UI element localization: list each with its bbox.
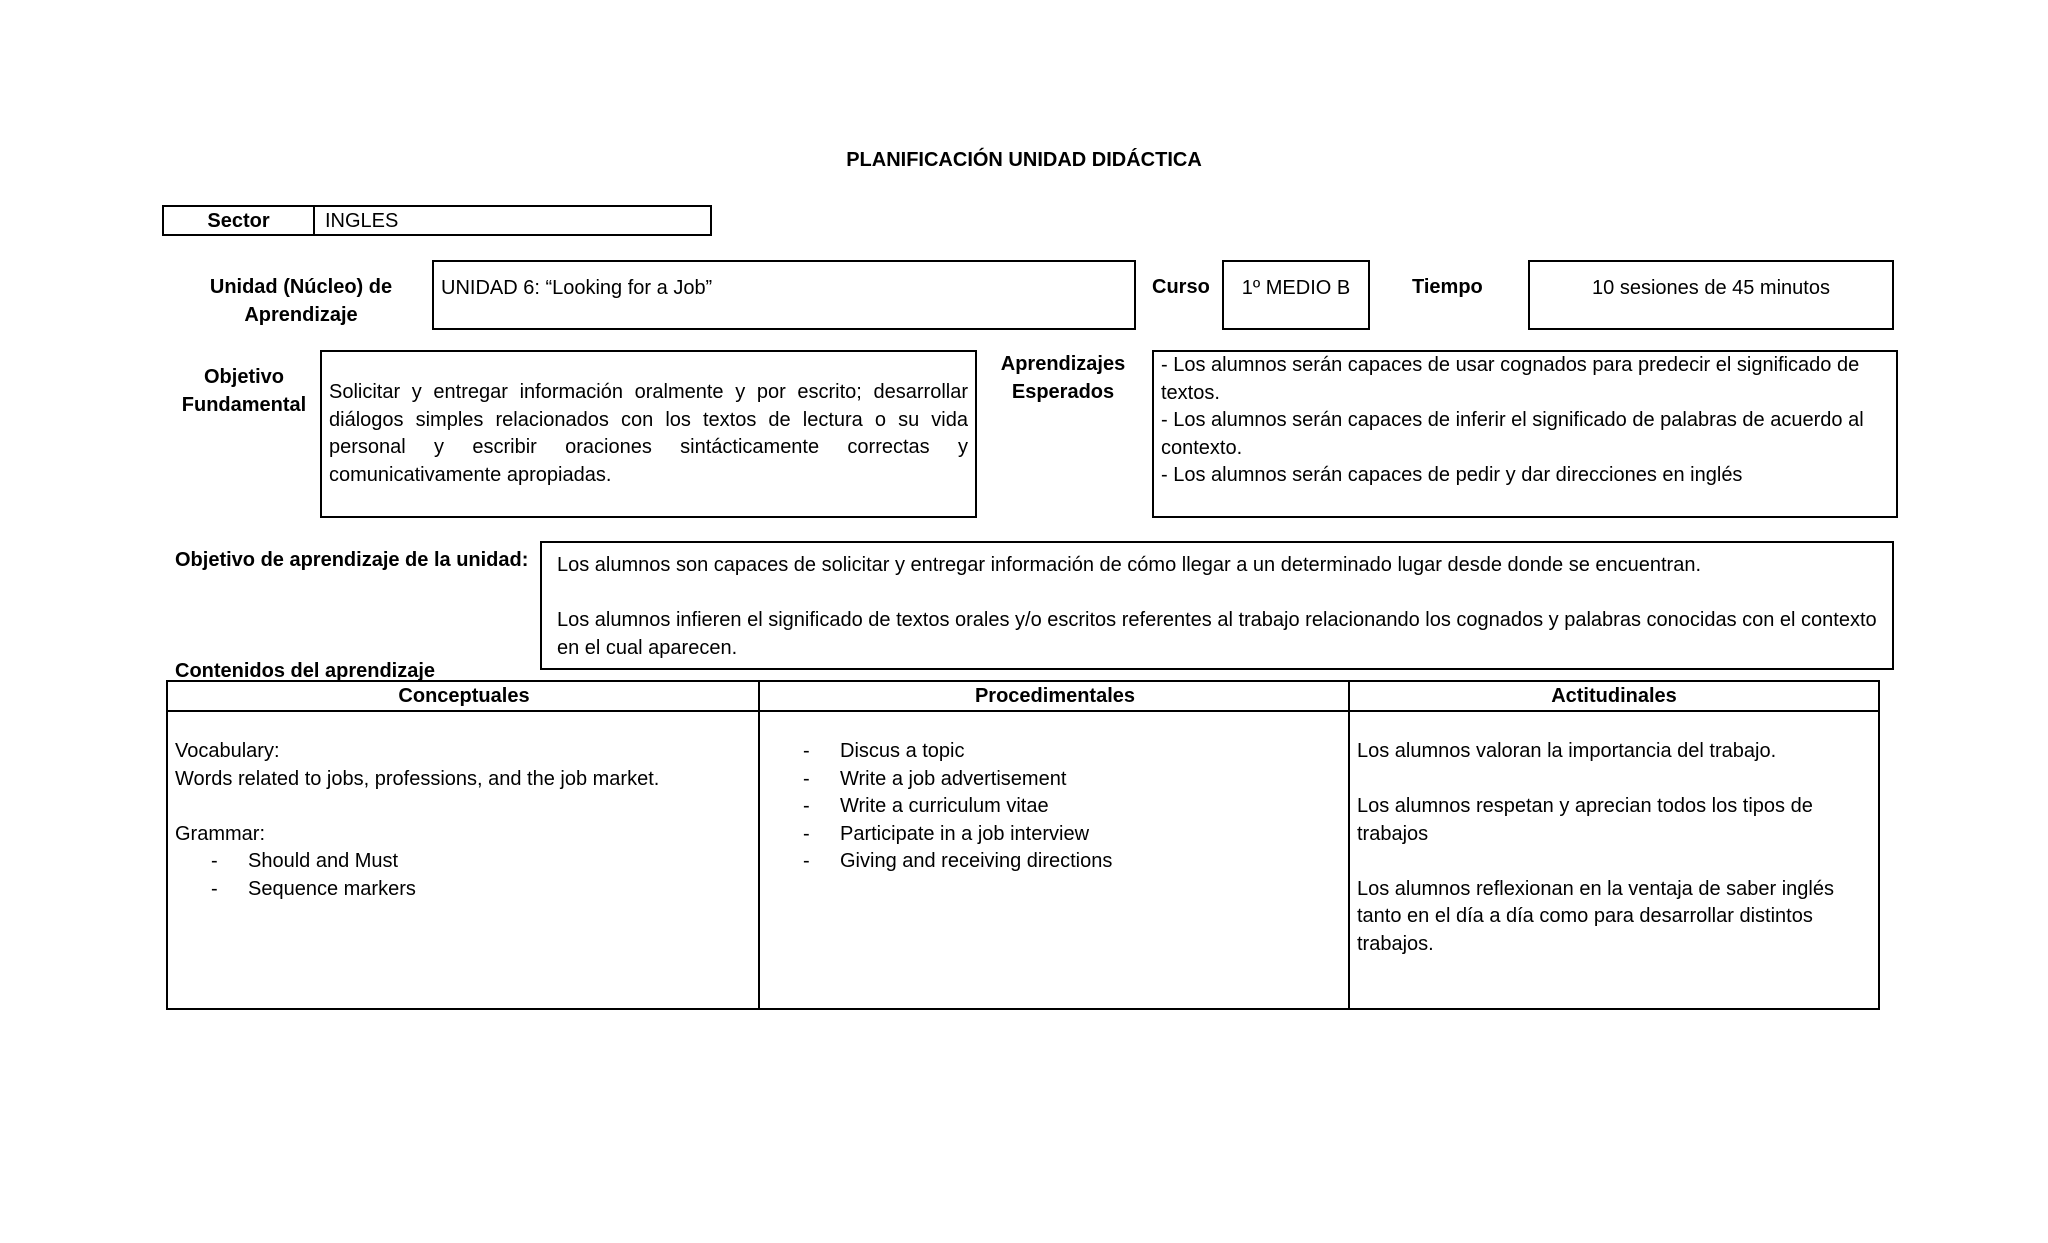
grammar-item: - Sequence markers [175, 876, 753, 904]
actitudinal-paragraph: Los alumnos respetan y aprecian todos los tipos de trabajos [1357, 795, 1813, 845]
aprendizajes-esperados-label-line2: Esperados [1011, 380, 1115, 403]
objetivo-fundamental-text: Solicitar y entregar información oralmente y por escrito; desarrollar diálogos simples relacionados con los textos de lectura o su vida personal y escribir oraciones sintácticamente correctas y comunicativamente apropiadas. [320, 350, 977, 518]
tiempo-value: 10 sesiones de 45 minutos [1528, 260, 1894, 330]
conceptuales-column [168, 682, 760, 1008]
actitudinal-paragraph: Los alumnos valoran la importancia del trabajo. [1357, 740, 1777, 762]
objetivo-fundamental-label-line1: Objetivo [203, 366, 284, 388]
contenidos-table [166, 680, 1880, 1010]
procedimentales-content [760, 712, 1350, 876]
conceptuales-header: Conceptuales [168, 682, 760, 712]
unidad-label [196, 274, 406, 329]
grammar-item: - Should and Must [175, 848, 753, 876]
procedimental-item: - Discus a topic [767, 738, 1343, 766]
sector-divider [313, 207, 315, 234]
objetivo-unidad-paragraph: Los alumnos infieren el significado de textos orales y/o escritos referentes al trabajo relacionando los cognados y palabras conocidas con el contexto en el cual aparecen. [557, 609, 1877, 659]
actitudinales-column [1348, 682, 1878, 1008]
procedimentales-column [758, 682, 1350, 1008]
procedimental-item: - Participate in a job interview [767, 821, 1343, 849]
curso-value: 1º MEDIO B [1222, 260, 1370, 330]
procedimental-item: - Write a job advertisement [767, 766, 1343, 794]
unidad-label-line1: Unidad (Núcleo) de [209, 276, 393, 298]
actitudinal-paragraph: Los alumnos reflexionan en la ventaja de saber inglés tanto en el día a día como para desarrollar distintos trabajos. [1357, 877, 1834, 955]
objetivo-unidad-paragraph: Los alumnos son capaces de solicitar y entregar información de cómo llegar a un determinado lugar desde donde se encuentran. [557, 554, 1702, 576]
actitudinales-header: Actitudinales [1350, 682, 1878, 712]
grammar-label: Grammar: [175, 822, 265, 845]
conceptuales-content [168, 712, 760, 903]
aprendizaje-item: - Los alumnos serán capaces de pedir y dar direcciones en inglés [1161, 464, 1743, 486]
actitudinales-content [1350, 712, 1878, 958]
vocab-text: Words related to jobs, professions, and the job market. [175, 767, 660, 790]
sector-label: Sector [207, 210, 270, 232]
curso-label: Curso [1152, 276, 1210, 298]
sector-row [162, 205, 712, 236]
procedimental-item: - Giving and receiving directions [767, 848, 1343, 876]
procedimental-item: - Write a curriculum vitae [767, 793, 1343, 821]
aprendizaje-item: - Los alumnos serán capaces de usar cognados para predecir el significado de textos. [1161, 354, 1860, 404]
tiempo-label: Tiempo [1412, 276, 1483, 298]
contenidos-label: Contenidos del aprendizaje [175, 660, 436, 682]
unidad-label-line2: Aprendizaje [244, 303, 358, 326]
objetivo-fundamental-label [172, 364, 316, 419]
unidad-value: UNIDAD 6: “Looking for a Job” [432, 260, 1136, 330]
sector-value: INGLES [325, 210, 399, 232]
page-title: PLANIFICACIÓN UNIDAD DIDÁCTICA [846, 149, 1202, 171]
procedimentales-header: Procedimentales [760, 682, 1350, 712]
objetivo-unidad-text [540, 541, 1894, 670]
objetivo-fundamental-label-line2: Fundamental [181, 393, 307, 416]
aprendizajes-esperados-list [1152, 350, 1898, 518]
objetivo-unidad-label: Objetivo de aprendizaje de la unidad: [175, 549, 529, 571]
vocab-label: Vocabulary: [175, 740, 280, 762]
aprendizaje-item: - Los alumnos serán capaces de inferir el significado de palabras de acuerdo al contexto. [1161, 409, 1864, 459]
aprendizajes-esperados-label-line1: Aprendizajes [1000, 353, 1126, 375]
aprendizajes-esperados-label [990, 351, 1136, 406]
